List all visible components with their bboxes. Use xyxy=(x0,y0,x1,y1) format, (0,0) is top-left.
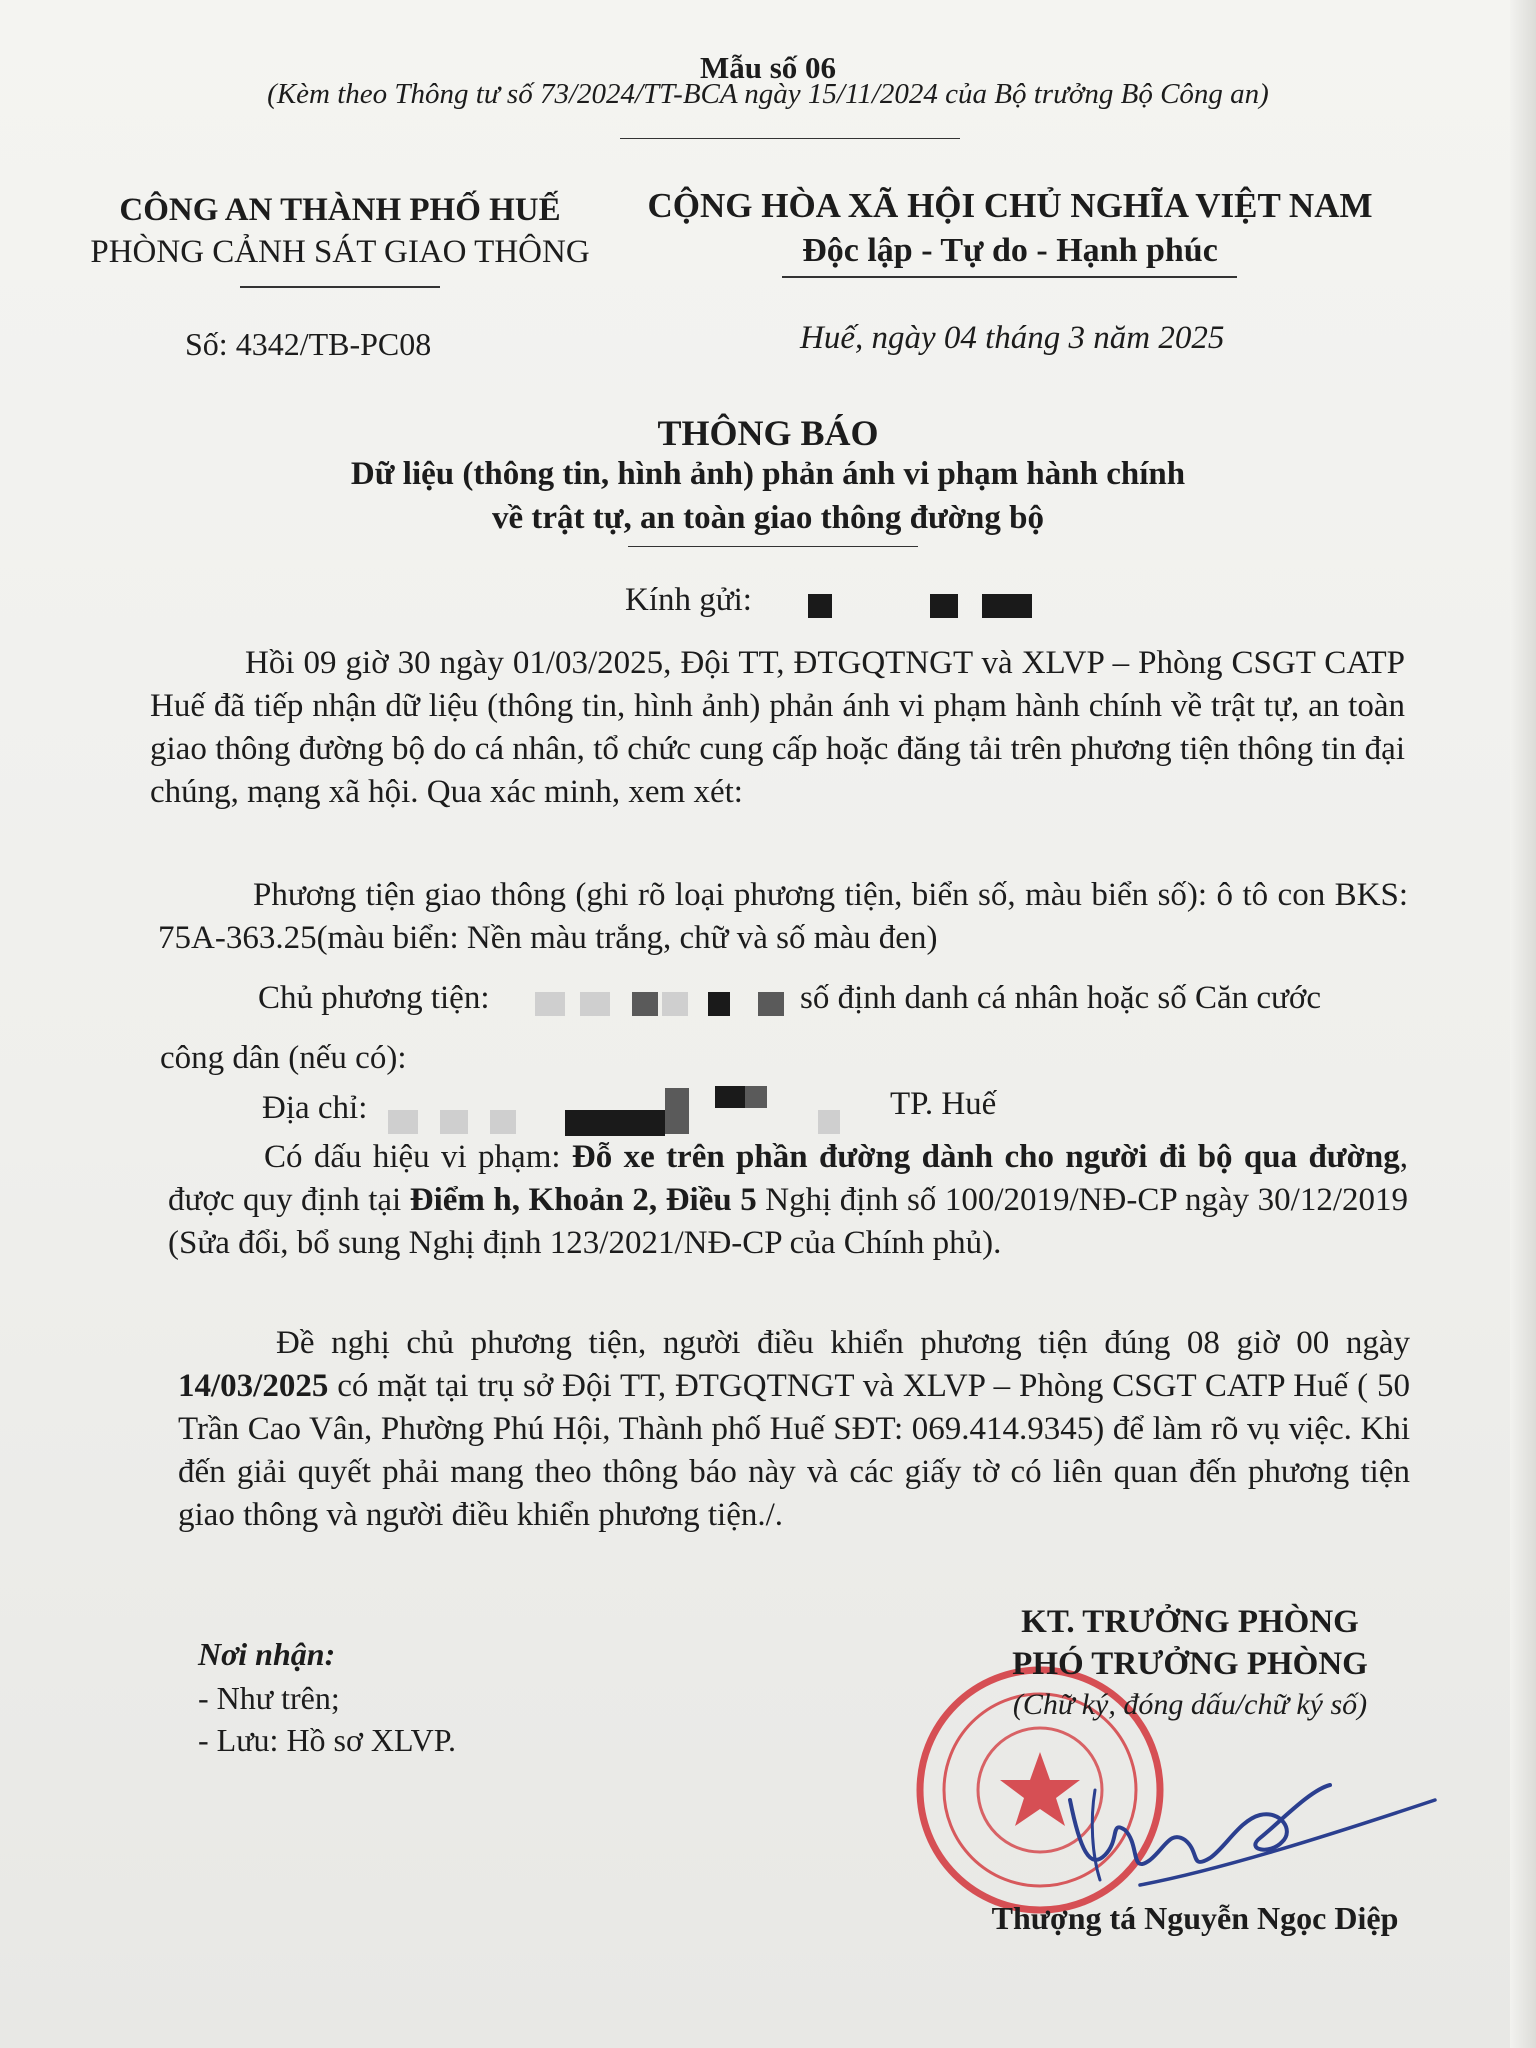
circular-reference: (Kèm theo Thông tư số 73/2024/TT-BCA ngày 15/11/2024 của Bộ trưởng Bộ Công an) xyxy=(267,78,1269,110)
redacted-owner-name xyxy=(708,992,730,1016)
redacted-address xyxy=(440,1110,468,1134)
recipient-item: - Như trên; xyxy=(198,1680,340,1716)
recipient-item: - Lưu: Hồ sơ XLVP. xyxy=(198,1722,456,1758)
redacted-address xyxy=(665,1088,689,1110)
agency-department: PHÒNG CẢNH SÁT GIAO THÔNG xyxy=(90,234,590,270)
greeting-label: Kính gửi: xyxy=(625,582,752,618)
paragraph-vehicle: Phương tiện giao thông (ghi rõ loại phương tiện, biển số, màu biển số): ô tô con BKS: 75A-363.25(màu biển: Nền màu trắng, chữ và số màu đen) xyxy=(158,877,1408,956)
redacted-recipient xyxy=(982,594,1032,618)
redacted-owner-name xyxy=(758,992,784,1016)
legal-article: Điểm h, Khoản 2, Điều 5 xyxy=(409,1182,757,1218)
summons-date: 14/03/2025 xyxy=(178,1368,329,1404)
redacted-address xyxy=(490,1110,516,1134)
violation-description: Đỗ xe trên phần đường dành cho người đi bộ qua đường xyxy=(571,1139,1400,1175)
redacted-address xyxy=(565,1110,665,1136)
national-motto: Độc lập - Tự do - Hạnh phúc xyxy=(802,232,1218,269)
redacted-owner-name xyxy=(535,992,565,1016)
redacted-address xyxy=(715,1086,745,1108)
place-and-date: Huế, ngày 04 tháng 3 năm 2025 xyxy=(800,320,1225,356)
signature-note: (Chữ ký, đóng dấu/chữ ký số) xyxy=(1012,1688,1368,1721)
motto-underline xyxy=(782,276,1237,278)
owner-id-label: số định danh cá nhân hoặc số Căn cước xyxy=(800,980,1322,1016)
redacted-address xyxy=(665,1110,689,1134)
address-label: Địa chỉ: xyxy=(262,1090,368,1126)
header-divider xyxy=(620,138,960,139)
title-underline xyxy=(628,546,918,547)
paragraph-summons xyxy=(178,1322,1410,1537)
paragraph-violation xyxy=(168,1136,1408,1265)
address-city: TP. Huế xyxy=(890,1086,997,1122)
paragraph-intake: Hồi 09 giờ 30 ngày 01/03/2025, Đội TT, ĐTGQTNGT và XLVP – Phòng CSGT CATP Huế đã tiếp nhận dữ liệu (thông tin, hình ảnh) phản ánh vi phạm hành chính về trật tự, an toàn giao thông đường bộ do cá nhân, tổ chức cung cấp hoặc đăng tải trên phương tiện thông tin đại chúng, mạng xã hội. Qua xác minh, xem xét: xyxy=(150,645,1405,810)
summons-lead: Đề nghị chủ phương tiện, người điều khiển phương tiện đúng 08 giờ 00 ngày xyxy=(276,1325,1410,1361)
redacted-address xyxy=(745,1086,767,1108)
signatory-position: PHÓ TRƯỞNG PHÒNG xyxy=(1012,1646,1368,1682)
recipients-title: Nơi nhận: xyxy=(198,1636,336,1672)
document-title: THÔNG BÁO xyxy=(657,413,879,453)
signatory-title: KT. TRƯỞNG PHÒNG xyxy=(1021,1604,1359,1640)
form-number: Mẫu số 06 xyxy=(699,50,837,85)
violation-mid: , được quy định tại xyxy=(168,1139,1408,1218)
redacted-owner-name xyxy=(632,992,658,1016)
signer-name: Thượng tá Nguyễn Ngọc Diệp xyxy=(991,1900,1399,1936)
redacted-recipient xyxy=(808,594,832,618)
redacted-address xyxy=(818,1110,840,1134)
redacted-owner-name xyxy=(580,992,610,1016)
summons-tail: có mặt tại trụ sở Đội TT, ĐTGQTNGT và XLVP – Phòng CSGT CATP Huế ( 50 Trần Cao Vân, Phường Phú Hội, Thành phố Huế SĐT: 069.414.9345) để làm rõ vụ việc. Khi đến giải quyết phải mang theo thông báo này và các giấy tờ có liên quan đến phương tiện giao thông và người điều khiển phương tiện./. xyxy=(178,1368,1410,1533)
redacted-address xyxy=(388,1110,418,1134)
agency-underline xyxy=(240,286,440,288)
vehicle-owner-label: Chủ phương tiện: xyxy=(258,980,490,1016)
nation-name: CỘNG HÒA XÃ HỘI CHỦ NGHĨA VIỆT NAM xyxy=(647,186,1373,225)
owner-id-label-cont: công dân (nếu có): xyxy=(160,1040,407,1076)
handwritten-signature xyxy=(1050,1760,1450,1900)
violation-tail: Nghị định số 100/2019/NĐ-CP ngày 30/12/2019 (Sửa đổi, bổ sung Nghị định 123/2021/NĐ-CP của Chính phủ). xyxy=(168,1182,1408,1261)
document-subtitle-line2: về trật tự, an toàn giao thông đường bộ xyxy=(491,500,1044,536)
document-number: Số: 4342/TB-PC08 xyxy=(185,326,432,362)
agency-parent: CÔNG AN THÀNH PHỐ HUẾ xyxy=(119,192,561,228)
document-subtitle-line1: Dữ liệu (thông tin, hình ảnh) phản ánh vi phạm hành chính xyxy=(350,456,1186,492)
redacted-owner-name xyxy=(662,992,688,1016)
redacted-recipient xyxy=(930,594,958,618)
violation-lead: Có dấu hiệu vi phạm: xyxy=(264,1139,572,1175)
page-edge-shadow xyxy=(1510,0,1536,2048)
